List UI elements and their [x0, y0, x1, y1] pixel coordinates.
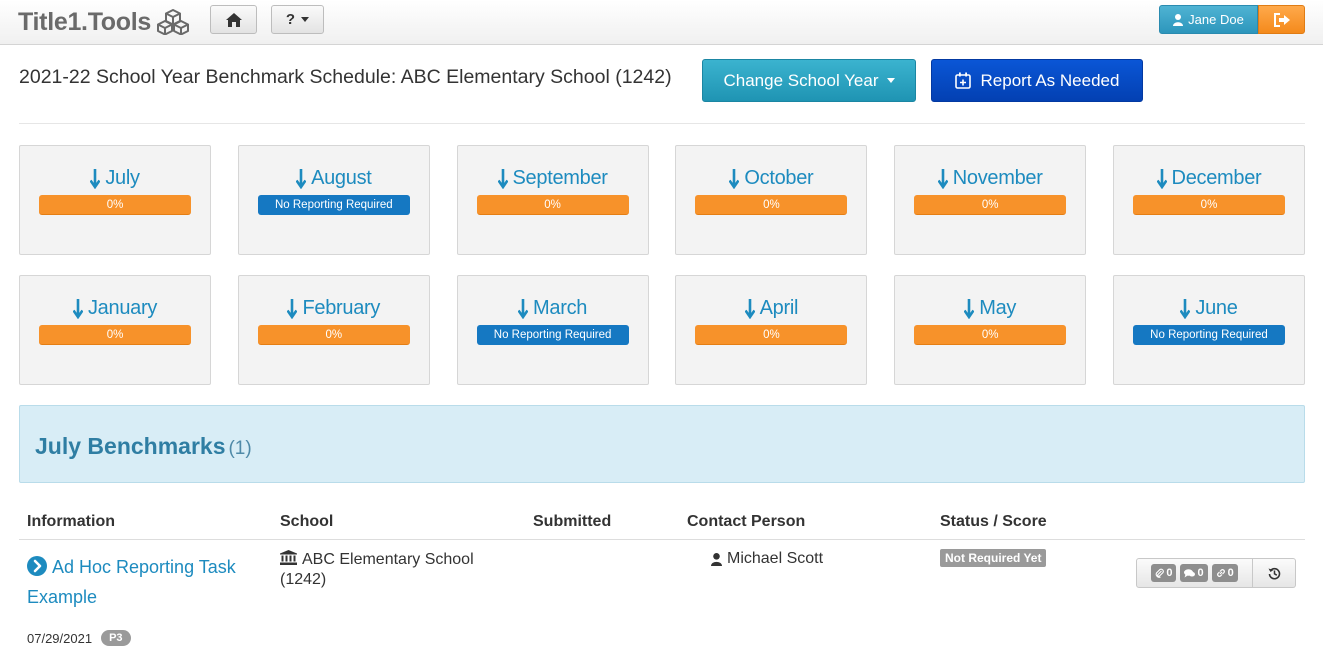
details-button[interactable]	[1136, 558, 1253, 588]
column-header-status[interactable]: Status / Score	[940, 513, 1047, 530]
month-card-february[interactable]	[238, 275, 430, 385]
calendar-plus-icon	[955, 72, 971, 89]
month-status: 0%	[106, 198, 124, 211]
comments-count: 0	[1197, 567, 1204, 579]
month-card-november[interactable]	[894, 145, 1086, 255]
attachments-badge	[1151, 564, 1176, 582]
month-link[interactable]	[458, 297, 648, 320]
month-status: No Reporting Required	[1150, 329, 1268, 341]
links-count: 0	[1227, 567, 1234, 579]
month-status: 0%	[325, 328, 343, 341]
attachments-count: 0	[1166, 567, 1173, 579]
month-status: 0%	[981, 198, 999, 211]
month-progress-bar	[477, 325, 629, 345]
brand-logo[interactable]	[18, 6, 189, 38]
arrow-down-icon	[729, 169, 739, 189]
task-date-row	[27, 630, 131, 646]
month-progress-bar	[914, 195, 1066, 215]
user-button-group	[1159, 5, 1305, 34]
comments-badge	[1180, 564, 1207, 582]
month-progress-bar	[1133, 195, 1285, 215]
top-navbar	[0, 0, 1323, 45]
user-icon	[711, 553, 722, 566]
column-header-school[interactable]: School	[280, 513, 334, 530]
column-header-information[interactable]: Information	[27, 513, 115, 530]
paperclip-icon	[1155, 568, 1164, 578]
month-progress-bar	[695, 325, 847, 345]
arrow-down-icon	[287, 299, 297, 319]
cubes-icon	[157, 9, 189, 35]
school-cell	[280, 550, 510, 590]
link-icon	[1216, 568, 1226, 578]
month-link[interactable]	[1114, 167, 1304, 190]
month-link[interactable]	[20, 167, 210, 190]
change-school-year-label: Change School Year	[723, 70, 879, 90]
help-menu-button[interactable]	[271, 5, 324, 34]
benchmarks-panel	[19, 405, 1305, 483]
sign-out-icon	[1273, 13, 1291, 27]
month-name: June	[1195, 297, 1238, 319]
month-progress-bar	[258, 195, 410, 215]
history-button[interactable]	[1253, 558, 1296, 588]
contact-cell	[711, 550, 823, 568]
month-progress-bar	[39, 325, 191, 345]
month-link[interactable]	[895, 297, 1085, 320]
month-name: September	[512, 167, 608, 189]
month-card-august[interactable]	[238, 145, 430, 255]
month-progress-bar	[477, 195, 629, 215]
month-name: November	[952, 167, 1043, 189]
month-card-july[interactable]	[19, 145, 211, 255]
table-row	[19, 540, 1305, 665]
month-link[interactable]	[895, 167, 1085, 190]
month-status: No Reporting Required	[274, 199, 393, 211]
chevron-down-icon	[887, 78, 895, 83]
comments-icon	[1184, 569, 1195, 578]
month-card-march[interactable]	[457, 275, 649, 385]
arrow-down-icon	[938, 169, 948, 189]
task-name: Ad Hoc Reporting Task Example	[27, 557, 236, 607]
user-profile-button[interactable]	[1159, 5, 1258, 34]
table-header	[19, 505, 1305, 540]
month-name: April	[759, 297, 799, 319]
status-badge: Not Required Yet	[940, 549, 1046, 567]
help-label: ?	[285, 11, 296, 28]
month-name: March	[533, 297, 588, 319]
month-progress-bar	[695, 195, 847, 215]
arrow-down-icon	[745, 299, 755, 319]
month-status: 0%	[763, 328, 780, 341]
month-cards-grid	[19, 145, 1305, 385]
user-name: Jane Doe	[1188, 12, 1244, 27]
month-card-april[interactable]	[675, 275, 867, 385]
month-card-june[interactable]	[1113, 275, 1305, 385]
month-link[interactable]	[458, 167, 648, 190]
month-card-may[interactable]	[894, 275, 1086, 385]
arrow-down-icon	[296, 169, 306, 189]
arrow-down-icon	[498, 169, 508, 189]
report-as-needed-label: Report As Needed	[980, 70, 1120, 90]
month-link[interactable]	[239, 167, 429, 190]
institution-icon	[280, 550, 297, 565]
logout-button[interactable]	[1258, 5, 1305, 34]
arrow-down-icon	[1180, 299, 1190, 319]
month-status: 0%	[1200, 198, 1218, 211]
links-badge	[1212, 564, 1238, 582]
change-school-year-button[interactable]	[702, 59, 916, 102]
brand-name: Title1.Tools	[18, 7, 151, 36]
month-status: 0%	[106, 328, 124, 341]
month-progress-bar	[914, 325, 1066, 345]
month-name: August	[311, 167, 372, 189]
month-card-september[interactable]	[457, 145, 649, 255]
arrow-down-icon	[518, 299, 528, 319]
column-header-submitted[interactable]: Submitted	[533, 513, 612, 530]
report-as-needed-button[interactable]	[931, 59, 1143, 102]
task-link[interactable]	[27, 552, 257, 612]
contact-name: Michael Scott	[727, 550, 824, 567]
priority-badge: P3	[101, 630, 130, 646]
page-title: 2021-22 School Year Benchmark Schedule: ABC Elementary School (1242)	[19, 66, 672, 88]
month-progress-bar	[258, 325, 410, 345]
month-name: May	[979, 297, 1017, 319]
home-icon	[226, 13, 242, 27]
row-actions	[1136, 558, 1296, 588]
benchmarks-title-text: July Benchmarks	[35, 433, 226, 459]
month-link[interactable]	[1114, 297, 1304, 320]
benchmarks-count: (1)	[228, 438, 252, 459]
month-card-october[interactable]	[675, 145, 867, 255]
month-name: October	[744, 167, 814, 189]
month-link[interactable]	[676, 297, 866, 320]
arrow-down-icon	[73, 299, 83, 319]
month-name: July	[105, 167, 140, 189]
month-card-december[interactable]	[1113, 145, 1305, 255]
task-date: 07/29/2021	[27, 630, 93, 646]
month-status: 0%	[544, 198, 561, 211]
user-icon	[1173, 14, 1183, 26]
divider	[19, 123, 1305, 124]
arrow-down-icon	[1157, 169, 1167, 189]
chevron-circle-right-icon	[27, 556, 47, 576]
month-link[interactable]	[676, 167, 866, 190]
history-icon	[1268, 567, 1281, 580]
month-name: January	[87, 297, 158, 319]
month-name: February	[302, 297, 381, 319]
month-link[interactable]	[239, 297, 429, 320]
month-status: 0%	[981, 328, 999, 341]
month-progress-bar	[1133, 325, 1285, 345]
month-progress-bar	[39, 195, 191, 215]
month-name: December	[1171, 167, 1262, 189]
benchmarks-title	[35, 433, 252, 460]
home-button[interactable]	[210, 5, 257, 34]
month-status: 0%	[763, 198, 780, 211]
arrow-down-icon	[964, 299, 974, 319]
month-card-january[interactable]	[19, 275, 211, 385]
column-header-contact[interactable]: Contact Person	[687, 513, 806, 530]
month-status: No Reporting Required	[493, 329, 612, 341]
school-name: ABC Elementary School (1242)	[280, 551, 474, 588]
chevron-down-icon	[301, 17, 309, 22]
month-link[interactable]	[20, 297, 210, 320]
arrow-down-icon	[90, 169, 100, 189]
